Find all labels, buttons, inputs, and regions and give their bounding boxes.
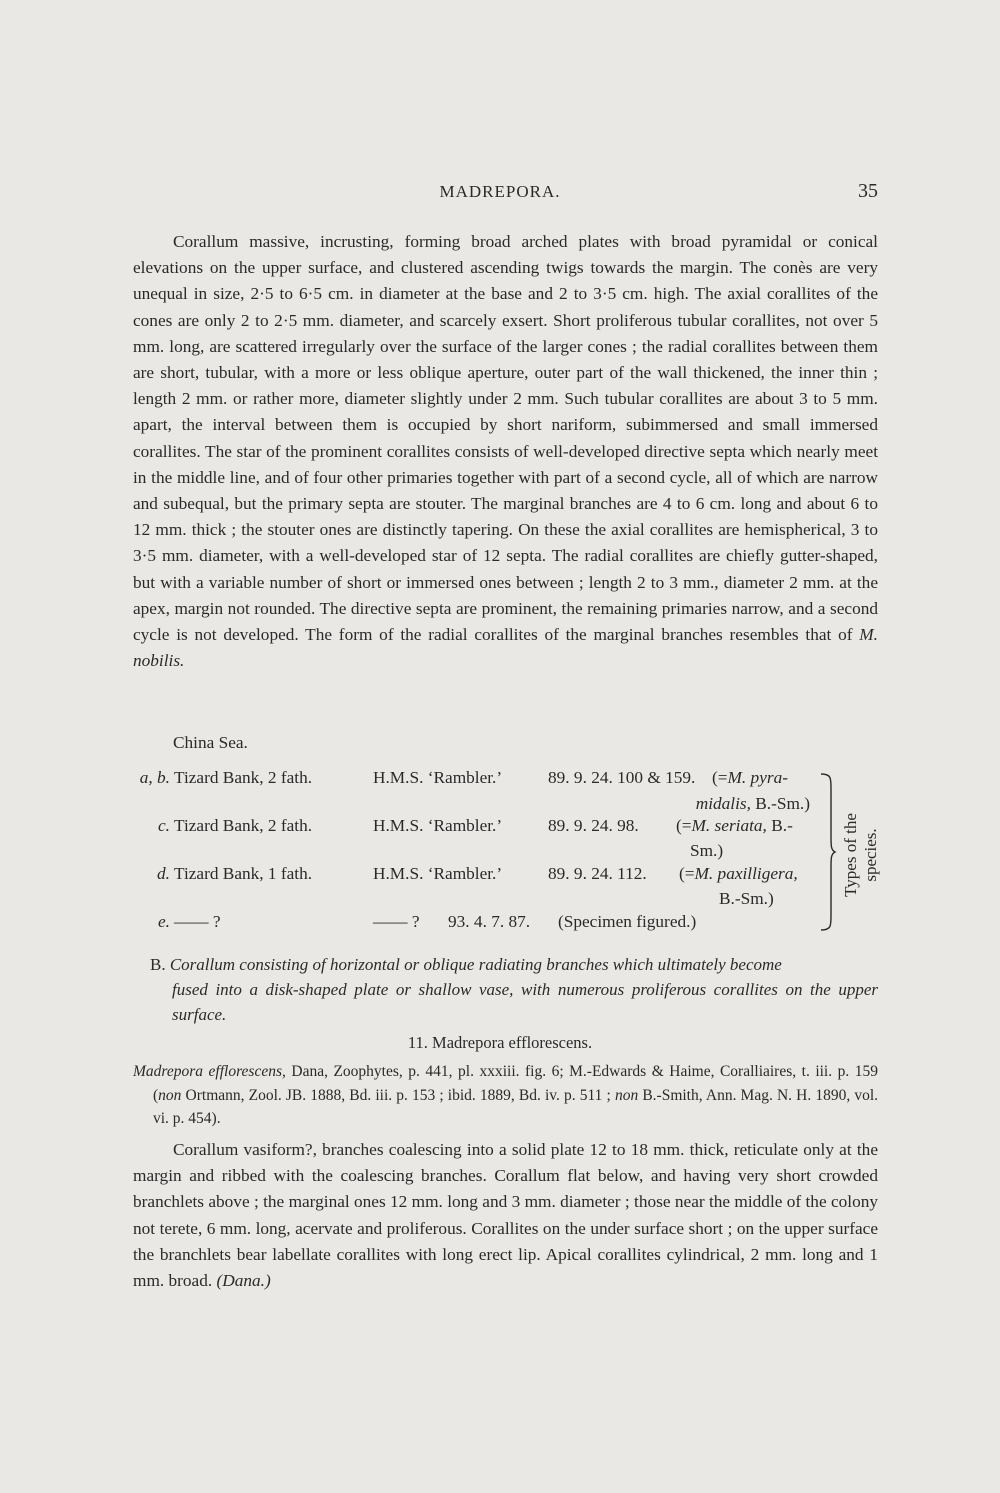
- page-number: 35: [858, 180, 878, 202]
- specimen-place: —— ?: [174, 912, 221, 931]
- specimen-place: Tizard Bank, 2 fath.: [174, 768, 313, 787]
- synonymy-paragraph: Madrepora efflorescens, Dana, Zoophytes, p. 441, pl. xxxiii. fig. 6; M.-Edwards & Haime, Coralliaires, t. iii. p. 159 (non Ortmann, Zool. JB. 1888, Bd. iii. p. 153 ; ibid. 1889, Bd. iv. p. 511 ; non B.-Smith, Ann. Mag. N. H. 1890, vol. vi. p. 454).: [133, 1063, 879, 1127]
- section-b-text-rest: fused into a disk-shaped plate or shallow vase, with numerous proliferous corallites on the upper surface.: [172, 980, 878, 1024]
- description-italic: M. nobilis.: [133, 625, 878, 671]
- species-heading: 11. Madrepora efflorescens.: [407, 1033, 593, 1052]
- efflorescens-italic: (Dana.): [216, 1271, 271, 1291]
- section-b-text-line1: Corallum consisting of horizontal or oblique radiating branches which ultimately become: [169, 955, 782, 974]
- types-of-species-label: [834, 780, 882, 930]
- description-text: Corallum massive, incrusting, forming broad arched plates with broad pyramidal or conical elevations on the upper surface, and clustered ascending twigs towards the margin. The conès are very unequal in size, 2·5 to 6·5 cm. in diameter at the base and 2 to 3·5 cm. high. The axial corallites of the cones are only 2 to 2·5 mm. diameter, and scarcely exsert. Short proliferous tubular corallites, not over 5 mm. long, are scattered irregularly over the surface of the larger cones ; the radial corallites between them are short, tubular, with a more or less oblique aperture, outer part of the wall thickened, the inner thin ; length 2 mm. or rather more, diameter slightly under 2 mm. Such tubular corallites are about 3 to 5 mm. apart, the interval between them is occupied by short nariform, subimmersed and small immersed corallites. The star of the prominent corallites consists of well-developed directive septa which nearly meet in the middle line, and of four other primaries together with part of a second cycle, all of which are narrow and subequal, but the primary septa are stouter. The marginal branches are 4 to 6 cm. long and about 6 to 12 mm. thick ; the stouter ones are distinctly tapering. On these the axial corallites are hemispherical, 3 to 3·5 mm. diameter, with a well-developed star of 12 septa. The radial corallites are chiefly gutter-shaped, but with a variable number of short or immersed ones between ; length 2 to 3 mm., diameter 2 mm. at the apex, margin not rounded. The directive septa are prominent, the remaining primaries narrow, and a second cycle is not developed. The form of the radial corallites of the marginal branches resembles that of: [133, 232, 878, 645]
- specimen-note-cont: Sm.): [690, 841, 724, 860]
- specimen-ship: —— ?: [373, 912, 420, 931]
- specimen-register: 89. 9. 24. 100 & 159.: [548, 768, 696, 787]
- efflorescens-text: Corallum vasiform?, branches coalescing into a solid plate 12 to 18 mm. thick, reticulate only at the margin and ribbed with the coalescing branches. Corallum flat below, and having very short crowded branchlets above ; the marginal ones 12 mm. long and 3 mm. diameter ; those near the middle of the colony not terete, 6 mm. long, acervate and proliferous. Corallites on the under surface short ; on the upper surface the branchlets bear labellate corallites with long erect lip. Apical corallites cylindrical, 2 mm. long and 1 mm. broad.: [133, 1140, 878, 1291]
- specimen-register: 89. 9. 24. 98.: [548, 816, 639, 835]
- specimen-place: Tizard Bank, 1 fath.: [174, 864, 313, 883]
- specimen-ship: H.M.S. ‘Rambler.’: [373, 768, 503, 787]
- specimen-note: (=M. pyra-: [712, 768, 788, 787]
- types-label-line2: species.: [861, 828, 880, 882]
- description-paragraph: [133, 229, 878, 674]
- specimen-place: Tizard Bank, 2 fath.: [174, 816, 313, 835]
- specimen-label: a, b.: [139, 768, 170, 787]
- specimen-ship: H.M.S. ‘Rambler.’: [373, 816, 503, 835]
- specimen-label: e.: [158, 912, 170, 931]
- specimen-note: (=M. paxilligera,: [679, 864, 798, 883]
- running-title: MADREPORA.: [439, 182, 561, 201]
- specimen-label: c.: [158, 816, 170, 835]
- types-label-line1: Types of the: [841, 813, 860, 897]
- specimen-note: (Specimen figured.): [558, 912, 697, 931]
- specimen-note-cont: midalis, B.-Sm.): [695, 794, 810, 813]
- synonymy-name: Madrepora efflorescens,: [133, 1063, 286, 1080]
- section-b-key: [150, 952, 878, 1027]
- specimen-label: d.: [157, 864, 170, 883]
- locality: China Sea.: [173, 733, 248, 752]
- specimen-note: (=M. seriata, B.-: [676, 816, 793, 835]
- specimen-register: 89. 9. 24. 112.: [548, 864, 647, 883]
- efflorescens-description: [133, 1137, 878, 1294]
- specimen-note-cont: B.-Sm.): [719, 889, 774, 908]
- section-b-letter: B.: [150, 955, 166, 974]
- specimen-register: 93. 4. 7. 87.: [448, 912, 531, 931]
- specimen-ship: H.M.S. ‘Rambler.’: [373, 864, 503, 883]
